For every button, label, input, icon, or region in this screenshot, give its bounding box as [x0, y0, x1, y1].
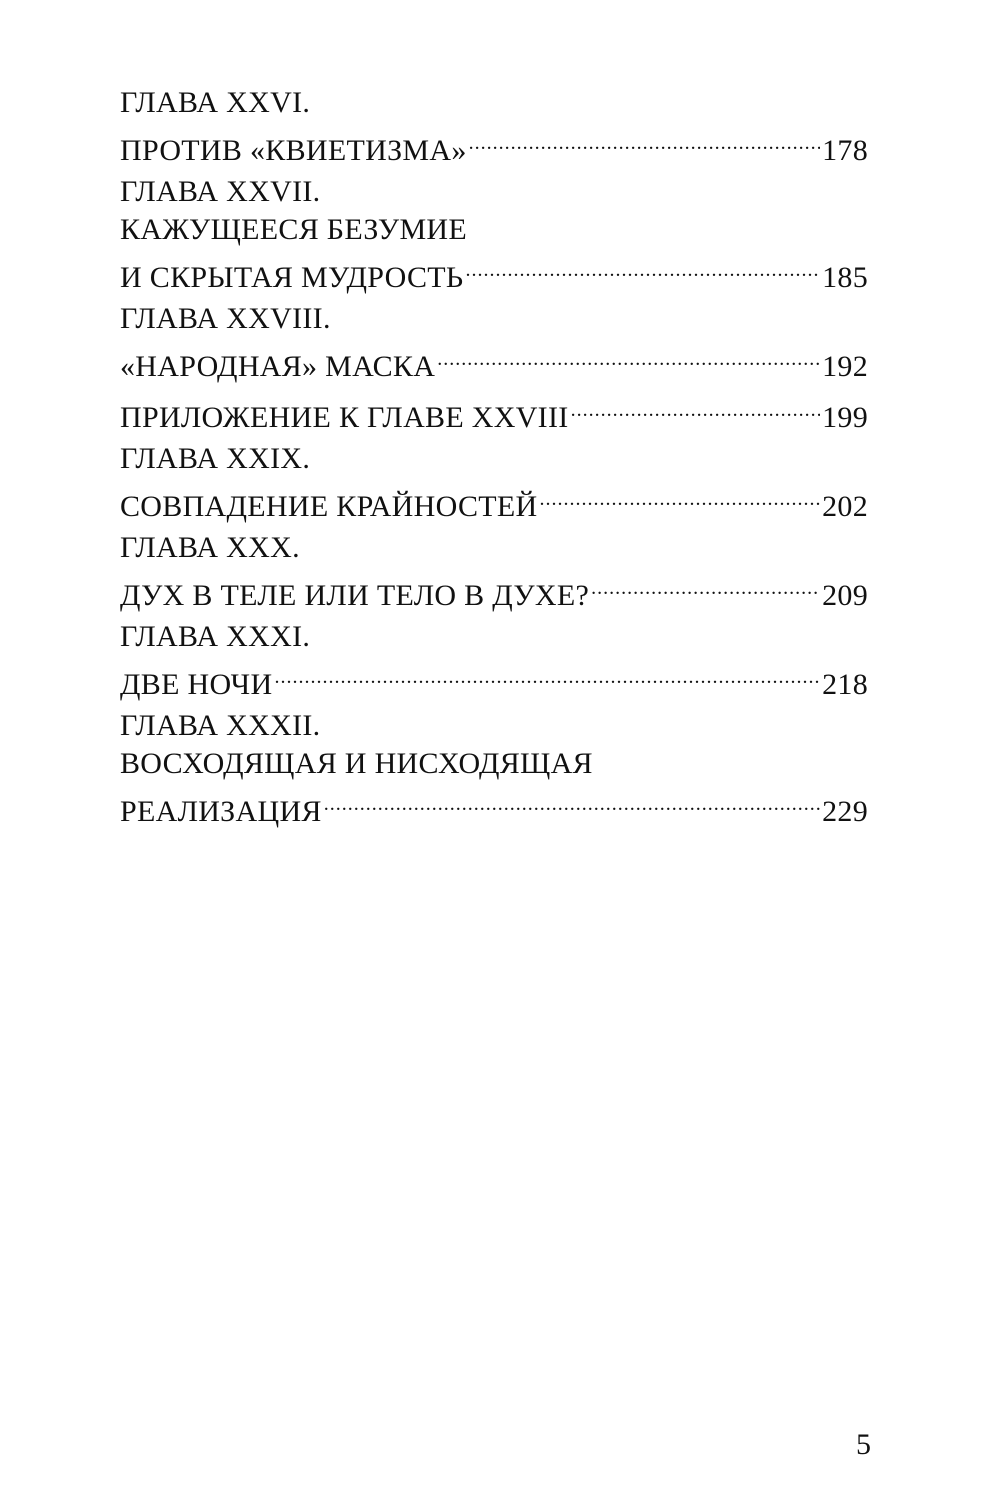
- chapter-title: ДВЕ НОЧИ: [120, 668, 273, 701]
- toc-entry-chapter-32[interactable]: [120, 707, 868, 828]
- toc-title-line: [120, 389, 868, 434]
- toc-entry-chapter-26[interactable]: [120, 84, 868, 167]
- page-number: 5: [856, 1428, 871, 1461]
- chapter-heading: ГЛАВА XXXI.: [120, 620, 311, 653]
- dot-leader: [324, 783, 820, 821]
- page-reference: 199: [822, 401, 868, 434]
- chapter-title: ДУХ В ТЕЛЕ ИЛИ ТЕЛО В ДУХЕ?: [120, 579, 590, 612]
- page-reference: 229: [822, 795, 868, 828]
- chapter-heading: ГЛАВА XXIX.: [120, 442, 311, 475]
- chapter-heading: ГЛАВА XXVII.: [120, 175, 321, 208]
- toc-entry-chapter-28[interactable]: [120, 300, 868, 383]
- chapter-title: РЕАЛИЗАЦИЯ: [120, 795, 322, 828]
- toc-title-line: [120, 783, 868, 828]
- toc-entry-chapter-29[interactable]: [120, 440, 868, 523]
- page-reference: 202: [822, 490, 868, 523]
- toc-entry-chapter-31[interactable]: [120, 618, 868, 701]
- table-of-contents: [120, 84, 868, 834]
- page-reference: 218: [822, 668, 868, 701]
- toc-entry-appendix-28[interactable]: [120, 389, 868, 434]
- toc-title-line: [120, 338, 868, 383]
- page-reference: 192: [822, 350, 868, 383]
- chapter-title-line: КАЖУЩЕЕСЯ БЕЗУМИЕ: [120, 213, 468, 246]
- chapter-heading: ГЛАВА XXVIII.: [120, 302, 331, 335]
- chapter-heading: ГЛАВА XXX.: [120, 531, 300, 564]
- chapter-title: СОВПАДЕНИЕ КРАЙНОСТЕЙ: [120, 490, 538, 523]
- chapter-title-line: ВОСХОДЯЩАЯ И НИСХОДЯЩАЯ: [120, 747, 593, 780]
- toc-entry-chapter-30[interactable]: [120, 529, 868, 612]
- page-reference: 185: [822, 261, 868, 294]
- chapter-heading: ГЛАВА XXVI.: [120, 86, 311, 119]
- page-reference: 209: [822, 579, 868, 612]
- chapter-heading: ГЛАВА XXXII.: [120, 709, 321, 742]
- dot-leader: [437, 338, 820, 376]
- toc-title-line: [120, 567, 868, 612]
- appendix-title: ПРИЛОЖЕНИЕ К ГЛАВЕ XXVIII: [120, 401, 569, 434]
- dot-leader: [571, 389, 821, 427]
- toc-entry-chapter-27[interactable]: [120, 173, 868, 294]
- page-reference: 178: [822, 134, 868, 167]
- chapter-title: «НАРОДНАЯ» МАСКА: [120, 350, 436, 383]
- dot-leader: [465, 249, 820, 287]
- chapter-title: И СКРЫТАЯ МУДРОСТЬ: [120, 261, 464, 294]
- toc-title-line: [120, 122, 868, 167]
- dot-leader: [469, 122, 820, 160]
- toc-title-line: [120, 656, 868, 701]
- dot-leader: [539, 478, 820, 516]
- toc-title-line: [120, 249, 868, 294]
- toc-title-line: [120, 478, 868, 523]
- dot-leader: [591, 567, 820, 605]
- chapter-title: ПРОТИВ «КВИЕТИЗМА»: [120, 134, 467, 167]
- dot-leader: [274, 656, 820, 694]
